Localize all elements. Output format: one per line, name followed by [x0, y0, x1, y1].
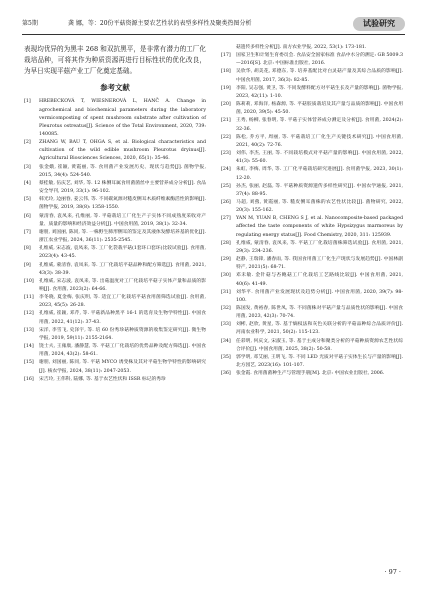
reference-number: [3] — [24, 164, 31, 170]
reference-item — [24, 359, 206, 375]
reference-text: 郭学明, 邓艾丽, 王明飞, 等. 不同 LED 光质对平菇子实体生长与产量的影响[J]. 北方园艺, 2023(16): 101-107. — [236, 354, 403, 369]
reference-number — [221, 44, 236, 52]
reference-item — [221, 199, 403, 215]
reference-text: 陈莉莉, 邓海洋, 杨森源, 等. 平菇胶质栽培及其产量与品质的影响[J]. 中国食用菌, 2020, 39(5): 45-50. — [236, 102, 403, 116]
reference-text: 张金霞. 食用菌菌种生产与管理手册[M]. 北京: 中国农业出版社, 2006. — [236, 371, 385, 377]
reference-item — [221, 240, 403, 256]
reference-number: [11] — [24, 295, 34, 301]
reference-item — [24, 294, 206, 310]
reference-number: [5] — [24, 197, 31, 203]
reference-text: 吴欣华, 胡美花, 邓德东, 等. 培养基配比对白灵菇产量及其综合品质的影响[J]. 中国食用菌, 2017, 36(3): 82-85. — [236, 69, 403, 83]
reference-item — [24, 343, 206, 359]
reference-number: [14] — [24, 344, 34, 350]
reference-number: [8] — [24, 246, 31, 252]
reference-text: 马超, 刘燕, 黄霞丽, 等. 糙皮侧耳菌株的农艺性状比较[J]. 菌物研究, 2022, 20(3): 155-162. — [236, 199, 403, 214]
reference-text: 刘华平. 食用菌产业发展现状及趋势分析[J]. 中国食用菌, 2020, 39(7): 98-100. — [236, 289, 403, 303]
reference-item — [221, 215, 403, 239]
running-header — [22, 14, 405, 35]
reference-text: 任彩明, 何庆文, 宋淑玉, 等. 基于主成分和聚类分析的平菇种质资源农艺性状综合评价[J]. 中国食用菌, 2025, 38(2): 50-58. — [236, 338, 403, 352]
reference-item — [221, 44, 403, 52]
reference-text: 国家卫生和计划生育委员会. 食品安全国家标准 食品中水分的测定: GB 5009.3—2016[S]. 北京: 中国标准出版社, 2016. — [236, 53, 403, 67]
reference-number: [34] — [221, 338, 231, 344]
reference-number: [26] — [221, 199, 231, 205]
reference-item — [24, 180, 206, 196]
reference-text: 刘伟, 李杰, 王丽, 等. 不同栽培模式对平菇产量的影响[J]. 中国食用菌, 2022, 41(3): 55-60. — [236, 151, 403, 165]
reference-item — [24, 196, 206, 212]
reference-text: 陈松, 乔方平, 周丽, 等. 平菇栽培工厂化生产关键技术研究[J]. 中国食用菌, 2021, 40(2): 72-76. — [236, 134, 403, 148]
reference-number: [15] — [24, 360, 34, 366]
reference-item — [221, 370, 403, 378]
reference-item — [24, 229, 206, 245]
reference-item — [221, 85, 403, 101]
reference-text: 谢朋, 刘国丽, 陈同, 等. 一株野生肺形侧耳的鉴定及其液体发酵培养基的优化[J]. 浙江农业学报, 2024, 36(11): 2535-2545. — [39, 229, 206, 244]
reference-number: [30] — [221, 273, 231, 279]
reference-text: 孔维威, 蒙清春, 袁凤来, 等. 工厂化栽培平菇品种和配方筛选[J]. 食用菌, 2021, 43(3): 38-39. — [39, 262, 206, 276]
references-list-left — [24, 98, 206, 383]
reference-item — [24, 327, 206, 343]
page-number: · 97 · — [384, 568, 401, 576]
reference-item — [24, 213, 206, 229]
reference-number: [12] — [24, 311, 34, 317]
reference-number: [10] — [24, 278, 34, 284]
reference-item — [24, 98, 206, 139]
reference-item — [221, 166, 403, 182]
reference-number: [28] — [221, 240, 231, 246]
reference-number: [31] — [221, 289, 231, 295]
left-column — [24, 44, 206, 384]
reference-number: [19] — [221, 85, 231, 91]
reference-number: [21] — [221, 118, 231, 124]
reference-number: [9] — [24, 262, 31, 268]
reference-number: [35] — [221, 354, 231, 360]
reference-text: HREBECKOVÁ T, WIESNEROVÁ L, HANČ A. Change in agrochemical and biochemical parameters during the laboratory vermicomposting of spent mushroom substrate after cultivation of Pleurotus ostreatus[J]. Science of the Total Environment, 2020, 739: 140085. — [39, 99, 206, 138]
section-badge: 试验研究 — [353, 17, 405, 31]
reference-text: 孔维威, 宋志波, 袁凤来, 等. 工厂化袋栽平菇(1套环口套环)比较试验[J]. 食用菌, 2023(4): 43-45. — [39, 246, 206, 260]
reference-item — [221, 101, 403, 117]
reference-item — [221, 305, 403, 321]
reference-number: [33] — [221, 322, 231, 328]
reference-text: 张金娥, 崔颖, 黄霞丽, 等. 食用菌产业发展历史、现状与趋势[J]. 菌物学报, 2015, 34(4): 524-540. — [39, 164, 206, 178]
reference-number: [16] — [24, 376, 34, 382]
reference-text: 蒙清春, 袁凤来, 孔维丽, 等. 平菇栽培工厂化生产子实体不同成熟度采收对产量、质量的影响和经济效益分析[J]. 中国食用菌, 2019, 38(1): 32-34. — [39, 213, 206, 227]
reference-item — [221, 68, 403, 84]
reference-number: [2] — [24, 140, 31, 146]
reference-item — [221, 150, 403, 166]
reference-item — [221, 256, 403, 272]
issue-number: 第5期 — [22, 20, 38, 27]
reference-number: [18] — [221, 69, 231, 75]
running-title: 龚 娜，等：20份平菇资源主要农艺性状的表型多样性及聚类热图分析 — [68, 20, 252, 27]
reference-number: [27] — [221, 216, 231, 222]
reference-text: 孔维威, 蒙清春, 袁凤来, 等. 平菇工厂化栽培菌株筛选试验[J]. 食用菌, 2021, 29(3): 234-236. — [236, 240, 403, 254]
reference-text: 孔维威, 宋志波, 袁凤来, 等. 出菇温度对工厂化栽培平菇子实体产量和品质的影响[J]. 食用菌, 2023(2): 64-66. — [39, 278, 206, 292]
reference-item — [221, 52, 403, 68]
reference-number: [22] — [221, 134, 231, 140]
reference-text: 菇遗传多样性分析[J]. 南方农业学报, 2022, 53(1): 173-181. — [236, 45, 367, 50]
reference-item — [24, 262, 206, 278]
reference-text: 饶士夫, 王雍康, 潘静慧, 等. 平菇工厂化栽培的优势品种及配方筛选[J]. 中国食用菌, 2024, 43(2): 58-61. — [39, 344, 206, 358]
reference-text: 朱虹, 李梅, 周华, 等. 工厂化平菇栽培研究进展[J]. 食用菌学报, 2023, 30(1): 12-20. — [236, 167, 403, 181]
reference-text: 王秀, 杨柳, 张春明, 等. 平菇子实体营养成分测定及分析[J]. 食用菌, 2024(2): 32-36. — [236, 118, 403, 132]
reference-item — [221, 272, 403, 288]
reference-text: 陈国发, 黄裕春, 陈世凤, 等. 不同菌株对平菇产量与品质性状的影响[J]. 中国食用菌, 2023, 42(3): 70-74. — [236, 306, 403, 320]
reference-item — [221, 289, 403, 305]
reference-item — [24, 278, 206, 294]
reference-item — [221, 183, 403, 199]
reference-number: [7] — [24, 229, 31, 235]
reference-text: 孔维威, 崔颖, 邓芹, 等. 平菇新品种黑平 16-1 的选育及生物学特性[J]. 中国食用菌, 2022, 41(12): 37-43. — [39, 311, 206, 325]
reference-text: 韩光玲, 边丽春, 姜云伟, 等. 不同碳氮源对糙皮侧耳木质纤维素酶活性的影响[J]. 菌物学报, 2019, 38(8): 1358-1550. — [39, 197, 206, 211]
reference-item — [221, 117, 403, 133]
references-heading: 参考文献 — [100, 83, 130, 93]
reference-item — [24, 376, 206, 384]
reference-item — [24, 310, 206, 326]
reference-number: [6] — [24, 213, 31, 219]
reference-item — [221, 354, 403, 370]
reference-number: [17] — [221, 53, 231, 59]
reference-text: 谢朋, 刘国丽, 陈同, 等. 平菇 MYCO 诱变株及其对平菇生物学特性的影响研究[J]. 核农学报, 2024, 38(11): 2047-2053. — [39, 360, 206, 374]
reference-number: [36] — [221, 371, 231, 377]
reference-text: 宋洋, 李雪飞, 史泽宇, 等. 培 60 份秀珍菇种质资源的收集鉴定研究[J]. 微生物学报, 2019, 59(11): 2155-2164. — [39, 327, 206, 341]
reference-text: 李冬晓, 夏金梅, 张庆明, 等. 适宜工厂化栽培平菇食用菌筛选试验[J]. 食用菌, 2023, 45(5): 26-28. — [39, 295, 206, 309]
reference-text: 孙杰, 张丽, 赵磊, 等. 平菇种质资源遗传多样性研究[J]. 中国农学通报, 2021, 37(4): 88-95. — [236, 183, 403, 197]
reference-number: [20] — [221, 102, 231, 108]
reference-number: [23] — [221, 151, 231, 157]
conclusion-paragraph: 表现均优异的为黑丰 268 和双抗黑平，是非常有潜力的工厂化栽培品种，可将其作为种质资源再进行目标性状的优化改良，为早日实现平菇产业工厂化奠定基础。 — [24, 45, 206, 75]
reference-number: [32] — [221, 306, 231, 311]
reference-item — [24, 139, 206, 163]
reference-text: 蔡桂敏, 伍庆艺, 刘华, 等. 12 株侧耳属食用菌菌丝中主要营养成分分析[J]. 食品安全导刊, 2019, 33(1): 96-102. — [39, 180, 206, 195]
reference-number: [29] — [221, 257, 231, 263]
reference-number: [4] — [24, 180, 31, 186]
reference-text: 李阳, 吴志强, 黄卫, 等. 不同发酵料配方对平菇生长及产量的影响[J]. 菌物学报, 2023, 42(11): 1-10. — [236, 85, 403, 99]
references-list-right — [221, 44, 403, 378]
reference-text: 宋吉玲, 王伟科, 陆娜, 等. 基于农艺性状和 ISSR 标记的秀珍 — [39, 376, 166, 382]
reference-item — [24, 164, 206, 180]
reference-text: 赵静, 王瑞锋, 潘春雨, 等. 我国食用菌工厂化生产现状与发展趋势[J]. 中国林副特产, 2021(5): 68-71. — [236, 257, 403, 271]
reference-text: 邓未敏. 金针菇与杏鲍菇工厂化栽培工艺路线比较[J]. 中国食用菌, 2021, 40(6): 41-49. — [236, 273, 403, 287]
reference-number: [1] — [24, 99, 31, 105]
reference-number: [25] — [221, 183, 231, 189]
reference-number: [13] — [24, 327, 34, 333]
reference-item — [221, 134, 403, 150]
reference-text: ZHANG W, BAU T, OHGA S, et al. Biological characteristics and cultivation of the wild edible mushroom Pleurotus dryinus[J]. Agricultural Biosciences Sciences, 2020, 65(1): 35-46. — [39, 140, 206, 162]
reference-number: [24] — [221, 167, 231, 173]
reference-text: 刘彬, 赵欣, 黄星, 等. 基于熵权法和灰色关联分析的平菇品种综合品质评价[J]. 河南农业科学, 2021, 50(2): 115-123. — [236, 322, 403, 336]
reference-item — [24, 245, 206, 261]
reference-text: YAN M, YUAN B, CHENG S J, et al. Nanocomposite-based packaged affected the taste components of white Hypsizygus marmoreus by regulating energy status[J]. Food Chemistry, 2020, 311: 125939. — [236, 216, 403, 238]
reference-item — [221, 321, 403, 337]
right-column — [221, 44, 403, 378]
reference-item — [221, 338, 403, 354]
